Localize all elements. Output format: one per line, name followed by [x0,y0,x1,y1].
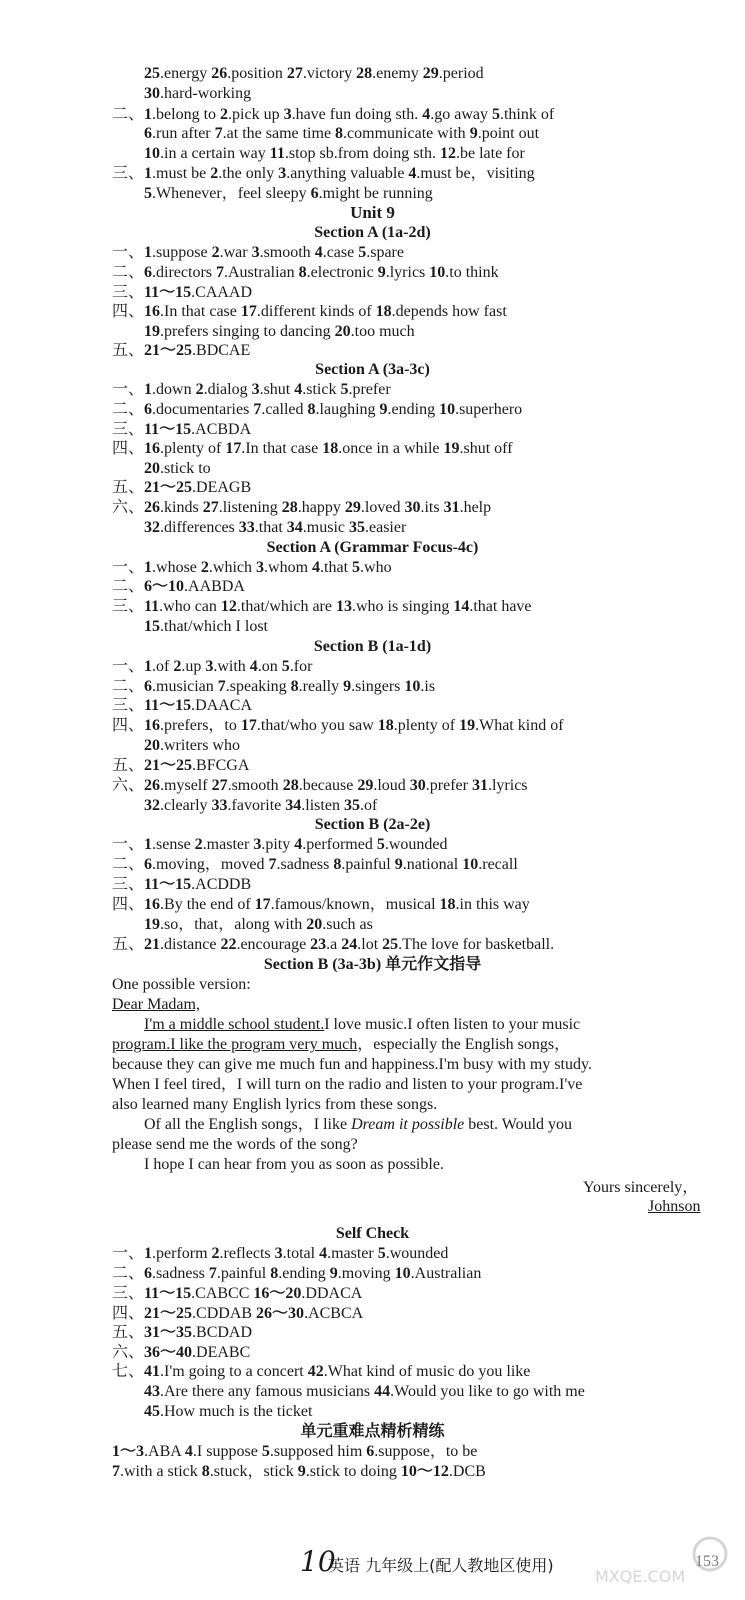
answer-line: 七、41.I'm going to a concert 42.What kind of music do you like [112,1363,531,1380]
footer-handwritten-number: 10 [300,1545,336,1578]
answer-line: 三、11～15.CAAAD [112,284,253,301]
essay-line [144,1115,572,1135]
essay-text: I love music.I often listen to your music [324,1016,581,1033]
answer-line: 二、1.belong to 2.pick up 3.have fun doing sth. 4.go away 5.think of [112,106,555,123]
answer-line: 四、16.By the end of 17.famous/known，musical 18.in this way [112,896,530,913]
essay-line: please send me the words of the song? [112,1136,358,1153]
section-heading: Section B (1a-1d) [313,638,432,655]
section-heading: Section B (3a-3b) 单元作文指导 [263,956,482,973]
answer-line: 六、26.myself 27.smooth 28.because 29.loud 30.prefer 31.lyrics [112,777,528,794]
essay-signature: Johnson [648,1198,701,1215]
section-heading: Section A (Grammar Focus-4c) [266,539,479,556]
watermark-logo [585,1530,735,1590]
answer-line: 六、26.kinds 27.listening 28.happy 29.loved 30.its 31.help [112,499,492,516]
answer-line: 一、1.sense 2.master 3.pity 4.performed 5.wounded [112,836,448,853]
essay-text: ，especially the English songs， [357,1036,571,1053]
answer-line: 43.Are there any famous musicians 44.Would you like to go with me [144,1383,585,1400]
section-heading: Section B (2a-2e) [314,816,431,833]
answer-line: 19.prefers singing to dancing 20.too much [144,323,415,340]
answer-line: 20.stick to [144,460,211,477]
answer-line: 四、16.In that case 17.different kinds of 18.depends how fast [112,303,507,320]
answer-line: 四、16.prefers，to 17.that/who you saw 18.plenty of 19.What kind of [112,717,564,734]
answer-line: 三、1.must be 2.the only 3.anything valuable 4.must be，visiting [112,165,535,182]
watermark-circle [694,1538,726,1570]
answer-line: 五、21～25.DEAGB [112,479,252,496]
answer-line: 五、21～25.BDCAE [112,342,251,359]
essay-line: also learned many English lyrics from these songs. [112,1096,438,1113]
unit-heading: Unit 9 [350,203,395,222]
answer-line: 五、21.distance 22.encourage 23.a 24.lot 25.The love for basketball. [112,936,555,953]
answer-line: 15.that/which I lost [144,618,268,635]
answer-line: 1～3.ABA 4.I suppose 5.supposed him 6.suppose，to be [112,1443,478,1460]
answer-line: 三、11～15.DAACA [112,697,253,714]
answer-line: 三、11.who can 12.that/which are 13.who is singing 14.that have [112,598,532,615]
answer-line: 25.energy 26.position 27.victory 28.enemy 29.period [144,65,484,82]
answer-line: 30.hard-working [144,85,252,102]
answer-line: 7.with a stick 8.stuck，stick 9.stick to doing 10～12.DCB [112,1463,486,1480]
answer-line: 一、1.suppose 2.war 3.smooth 4.case 5.spare [112,244,404,261]
answer-line: 五、31～35.BCDAD [112,1324,253,1341]
essay-line [144,1015,580,1035]
essay-line: I hope I can hear from you as soon as possible. [144,1156,444,1173]
answer-line: 五、21～25.BFCGA [112,757,250,774]
song-title: Dream it possible [351,1116,465,1133]
answer-line: 一、1.whose 2.which 3.whom 4.that 5.who [112,559,392,576]
section-heading: Self Check [335,1225,410,1242]
answer-line: 四、16.plenty of 17.In that case 18.once in a while 19.shut off [112,440,513,457]
answer-line: 45.How much is the ticket [144,1403,313,1420]
watermark-text: MXQE.COM [595,1567,686,1586]
section-heading: 单元重难点精析精练 [300,1423,445,1440]
answer-line: 一、1.of 2.up 3.with 4.on 5.for [112,658,313,675]
answer-line: 六、36～40.DEABC [112,1344,251,1361]
essay-line: When I feel tired，I will turn on the radio and listen to your program.I've [112,1076,583,1093]
answer-line: 5.Whenever，feel sleepy 6.might be running [144,185,433,202]
answer-line: 二、6.sadness 7.painful 8.ending 9.moving 10.Australian [112,1265,482,1282]
footer-title: 英语 九年级上(配人教地区使用) [328,1556,554,1575]
answer-line: 19.so，that，along with 20.such as [144,916,373,933]
answer-line: 一、1.perform 2.reflects 3.total 4.master 5.wounded [112,1245,449,1262]
essay-underlined-text: program.I like the program very much [112,1036,358,1053]
essay-underlined-text: I'm a middle school student. [144,1016,325,1033]
answer-line: 二、6.musician 7.speaking 8.really 9.singers 10.is [112,678,436,695]
essay-line [112,1035,570,1055]
section-heading: Section A (3a-3c) [315,361,430,378]
section-heading: Section A (1a-2d) [314,224,431,241]
essay-text: best. Would you [464,1116,573,1133]
essay-text: Of all the English songs，I like [144,1116,352,1133]
essay-intro: One possible version: [112,976,251,993]
answer-line: 四、21～25.CDDAB 26～30.ACBCA [112,1305,364,1322]
essay-salutation: Dear Madam, [112,996,200,1013]
answer-line: 三、11～15.ACDDB [112,876,252,893]
answer-line: 二、6～10.AABDA [112,578,245,595]
answer-line: 20.writers who [144,737,240,754]
answer-line: 二、6.documentaries 7.called 8.laughing 9.ending 10.superhero [112,401,523,418]
essay-line: because they can give me much fun and happiness.I'm busy with my study. [112,1056,592,1073]
answer-line: 二、6.directors 7.Australian 8.electronic 9.lyrics 10.to think [112,264,499,281]
answer-line: 6.run after 7.at the same time 8.communicate with 9.point out [144,125,540,142]
answer-line: 一、1.down 2.dialog 3.shut 4.stick 5.prefer [112,381,391,398]
answer-line: 二、6.moving，moved 7.sadness 8.painful 9.national 10.recall [112,856,518,873]
answer-line: 三、11～15.CABCC 16～20.DDACA [112,1285,363,1302]
page-number: 153 [695,1553,719,1570]
answer-line: 三、11～15.ACBDA [112,421,252,438]
answer-line: 10.in a certain way 11.stop sb.from doing sth. 12.be late for [144,145,525,162]
answer-line: 32.differences 33.that 34.music 35.easier [144,519,407,536]
answer-line: 32.clearly 33.favorite 34.listen 35.of [144,797,378,814]
essay-closing: Yours sincerely， [583,1179,699,1196]
